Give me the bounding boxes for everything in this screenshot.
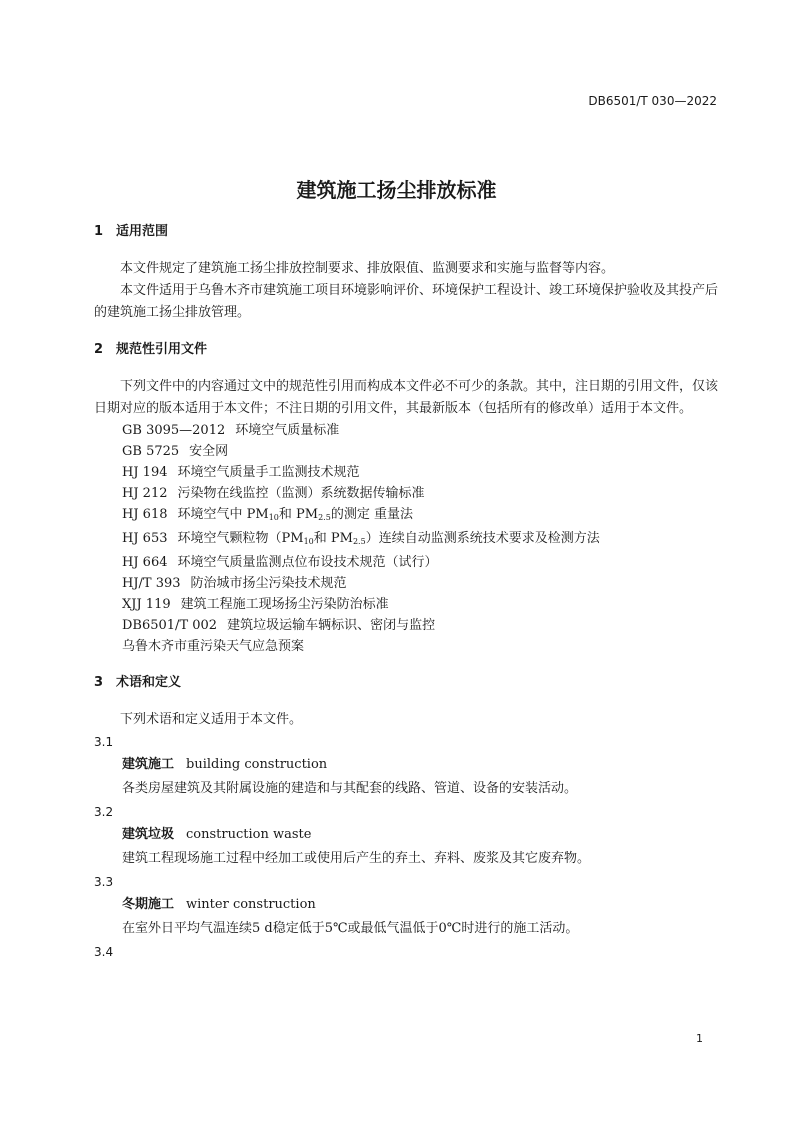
reference-code: HJ/T 393 <box>122 576 181 591</box>
term-en: construction waste <box>186 827 312 842</box>
reference-item <box>94 441 718 462</box>
reference-item <box>94 636 718 657</box>
clause-number: 3.2 <box>94 805 114 819</box>
reference-code: HJ 194 <box>122 465 168 480</box>
paragraph: 本文件规定了建筑施工扬尘排放控制要求、排放限值、监测要求和实施与监督等内容。 <box>120 261 615 276</box>
term-entry <box>94 753 718 777</box>
reference-title: 环境空气中 $PM_{10}$和 $PM_{2.5}$的测定 重量法 <box>177 507 413 522</box>
reference-title: 污染物在线监控（监测）系统数据传输标准 <box>177 486 425 501</box>
term-definition: 建筑工程现场施工过程中经加工或使用后产生的弃土、弃料、废浆及其它废弃物。 <box>122 851 591 866</box>
clause-number: 3.3 <box>94 875 114 889</box>
reference-code: HJ 618 <box>122 507 168 522</box>
clause-number: 3.1 <box>94 735 114 749</box>
reference-item <box>94 483 718 504</box>
reference-item <box>94 420 718 441</box>
reference-item <box>94 528 718 552</box>
section-1-heading <box>94 222 718 242</box>
term-zh: 建筑垃圾 <box>122 827 175 842</box>
standard-code: DB6501/T 030—2022 <box>588 94 717 108</box>
reference-title: 环境空气颗粒物（$PM_{10}$和 $PM_{2.5}$）连续自动监测系统技术要求及检测方法 <box>177 531 600 546</box>
term-entry <box>94 893 718 917</box>
document-title: 建筑施工扬尘排放标准 <box>296 178 497 202</box>
term-zh: 冬期施工 <box>122 897 175 912</box>
reference-item <box>94 615 718 636</box>
reference-code: XJJ 119 <box>122 597 171 612</box>
reference-item <box>94 552 718 573</box>
reference-title: 建筑工程施工现场扬尘污染防治标准 <box>180 597 389 612</box>
section-title: 规范性引用文件 <box>116 342 208 357</box>
section-title: 适用范围 <box>116 224 169 239</box>
term-entry <box>94 823 718 847</box>
section-2-heading <box>94 340 718 360</box>
term-en: winter construction <box>186 897 316 912</box>
section-number: 2 <box>94 342 104 357</box>
reference-item <box>94 573 718 594</box>
term-zh: 建筑施工 <box>122 757 175 772</box>
reference-code: GB 5725 <box>122 444 180 459</box>
term-definition: 在室外日平均气温连续5 d稳定低于5℃或最低气温低于0℃时进行的施工活动。 <box>122 921 579 936</box>
reference-item <box>94 594 718 615</box>
clause-number: 3.4 <box>94 945 114 959</box>
reference-title: 防治城市扬尘污染技术规范 <box>190 576 347 591</box>
term-en: building construction <box>186 757 328 772</box>
reference-title: 安全网 <box>189 444 229 459</box>
reference-title: 乌鲁木齐市重污染天气应急预案 <box>122 639 305 654</box>
paragraph: 本文件适用于乌鲁木齐市建筑施工项目环境影响评价、环境保护工程设计、竣工环境保护验收及其投产后的建筑施工扬尘排放管理。 <box>94 283 719 320</box>
section-number: 1 <box>94 224 104 239</box>
term-definition: 各类房屋建筑及其附属设施的建造和与其配套的线路、管道、设备的安装活动。 <box>122 781 578 796</box>
document-body <box>94 222 718 963</box>
section-3-heading <box>94 673 718 693</box>
reference-title: 建筑垃圾运输车辆标识、密闭与监控 <box>227 618 436 633</box>
page-number: 1 <box>696 1032 703 1045</box>
reference-code: DB6501/T 002 <box>122 618 218 633</box>
reference-item <box>94 462 718 483</box>
reference-title: 环境空气质量标准 <box>235 423 340 438</box>
reference-item <box>94 504 718 528</box>
section-title: 术语和定义 <box>116 675 182 690</box>
reference-code: HJ 653 <box>122 531 168 546</box>
paragraph: 下列文件中的内容通过文中的规范性引用而构成本文件必不可少的条款。其中，注日期的引用文件，仅该日期对应的版本适用于本文件；不注日期的引用文件，其最新版本（包括所有的修改单）适用于本文件。 <box>94 379 719 416</box>
paragraph: 下列术语和定义适用于本文件。 <box>120 712 303 727</box>
reference-title: 环境空气质量监测点位布设技术规范（试行） <box>177 555 438 570</box>
reference-code: GB 3095—2012 <box>122 423 226 438</box>
reference-code: HJ 212 <box>122 486 168 501</box>
section-number: 3 <box>94 675 104 690</box>
reference-code: HJ 664 <box>122 555 168 570</box>
reference-title: 环境空气质量手工监测技术规范 <box>177 465 360 480</box>
